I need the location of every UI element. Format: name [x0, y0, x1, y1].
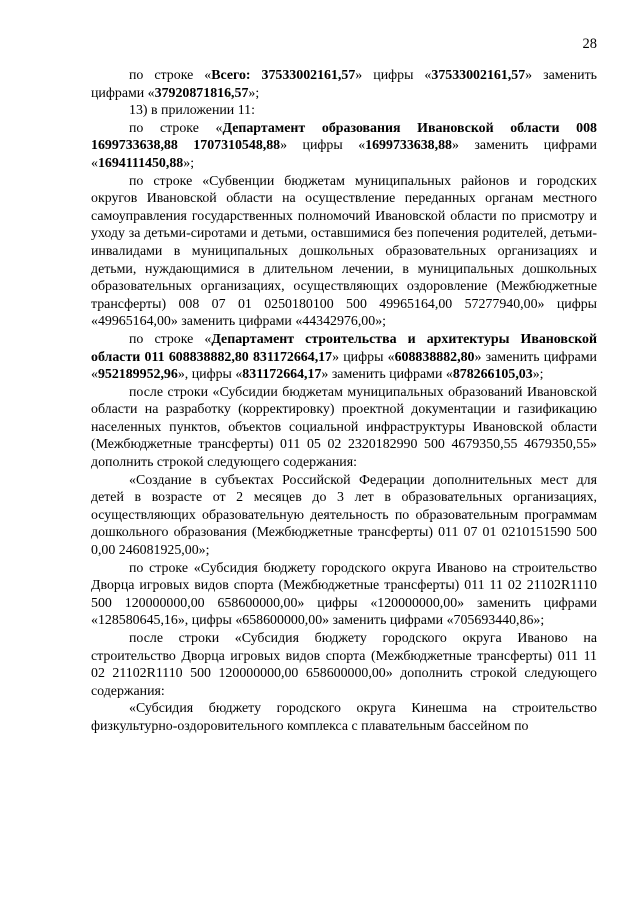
text-run: 13) в приложении 11:: [129, 103, 255, 119]
text-run: по строке «: [129, 120, 223, 136]
paragraph: [91, 472, 597, 560]
text-run: »;: [183, 155, 195, 171]
paragraph: [91, 384, 597, 472]
paragraph: [91, 560, 597, 630]
page-number: 28: [582, 36, 597, 52]
text-run: «Создание в субъектах Российской Федерации дополнительных мест для детей в возрасте от 2 месяцев до 3 лет в образовательных организациях, осуществляющих образовательную деятельность по образовательным программам дошкольного образования (Межбюджетные трансферты) 011 07 01 0210151590 500 0,00 246081925,00»;: [91, 472, 597, 559]
bold-text-run: 831172664,17: [242, 367, 322, 383]
bold-text-run: 608838882,80: [394, 349, 475, 365]
text-run: » цифры «: [355, 68, 432, 83]
paragraph: [91, 630, 597, 700]
paragraph: [91, 331, 597, 384]
text-run: после строки «Субсидия бюджету городского округа Иваново на строительство Дворца игровых видов спорта (Межбюджетные трансферты) 011 11 02 21102R1110 500 120000000,00 658600000,00» дополнить строкой следующего содержания:: [91, 631, 597, 699]
paragraph: [91, 700, 597, 735]
text-run: по строке «: [129, 68, 212, 83]
paragraph: [91, 120, 597, 173]
text-run: » заменить цифрами «: [91, 138, 597, 171]
paragraph: [91, 102, 597, 120]
document-body: [91, 67, 597, 736]
text-run: »;: [248, 85, 260, 101]
bold-text-run: 37533002161,57: [431, 68, 526, 83]
bold-text-run: 878266105,03: [452, 367, 533, 383]
text-run: » цифры «: [280, 138, 366, 154]
bold-text-run: Департамент строительства и архитектуры Ивановской области 011 608838882,80 831172664,17: [91, 331, 597, 365]
text-run: » цифры «: [332, 349, 395, 365]
text-run: «Субсидия бюджету городского округа Кинешма на строительство физкультурно-оздоровительного комплекса с плавательным бассейном по: [91, 701, 597, 734]
text-run: » заменить цифрами «: [321, 367, 453, 383]
text-run: » заменить цифрами «: [91, 68, 597, 101]
paragraph: [91, 173, 597, 331]
text-run: после строки «Субсидии бюджетам муниципальных образований Ивановской области на разработку (корректировку) проектной документации и газификацию населенных пунктов, объектов социальной инфраструктуры Ивановской области (Межбюджетные трансферты) 011 05 02 2320182990 500 4679350,55 4679350,55» дополнить строкой следующего содержания:: [91, 384, 597, 471]
paragraph: [91, 67, 597, 102]
bold-text-run: Департамент образования Ивановской области 008 1699733638,88 1707310548,88: [91, 120, 597, 154]
text-run: » заменить цифрами «: [91, 349, 597, 383]
bold-text-run: Всего: 37533002161,57: [211, 68, 356, 83]
text-run: »;: [532, 367, 544, 383]
bold-text-run: 1694111450,88: [97, 155, 184, 171]
text-run: по строке «Субвенции бюджетам муниципальных районов и городских округов Ивановской области на осуществление переданных органам местного самоуправления государственных полномочий Ивановской области по присмотру и уходу за детьми-сиротами и детьми, оставшимися без попечения родителей, детьми-инвалидами в муниципальных дошкольных образовательных организациях и детьми, нуждающимися в длительном лечении, в муниципальных дошкольных образовательных организациях, осуществляющих оздоровление (Межбюджетные трансферты) 008 07 01 0250180100 500 49965164,00 57277940,00» цифры «49965164,00» заменить цифрами «44342976,00»;: [91, 173, 597, 330]
bold-text-run: 952189952,96: [97, 367, 178, 383]
bold-text-run: 37920871816,57: [154, 85, 249, 101]
text-run: по строке «Субсидия бюджету городского округа Иваново на строительство Дворца игровых видов спорта (Межбюджетные трансферты) 011 11 02 21102R1110 500 120000000,00 658600000,00» цифры «120000000,00» заменить цифрами «128580645,16», цифры «658600000,00» заменить цифрами «705693440,86»;: [91, 560, 597, 629]
bold-text-run: 1699733638,88: [365, 138, 452, 154]
text-run: по строке «: [129, 331, 212, 347]
text-run: », цифры «: [177, 367, 243, 383]
